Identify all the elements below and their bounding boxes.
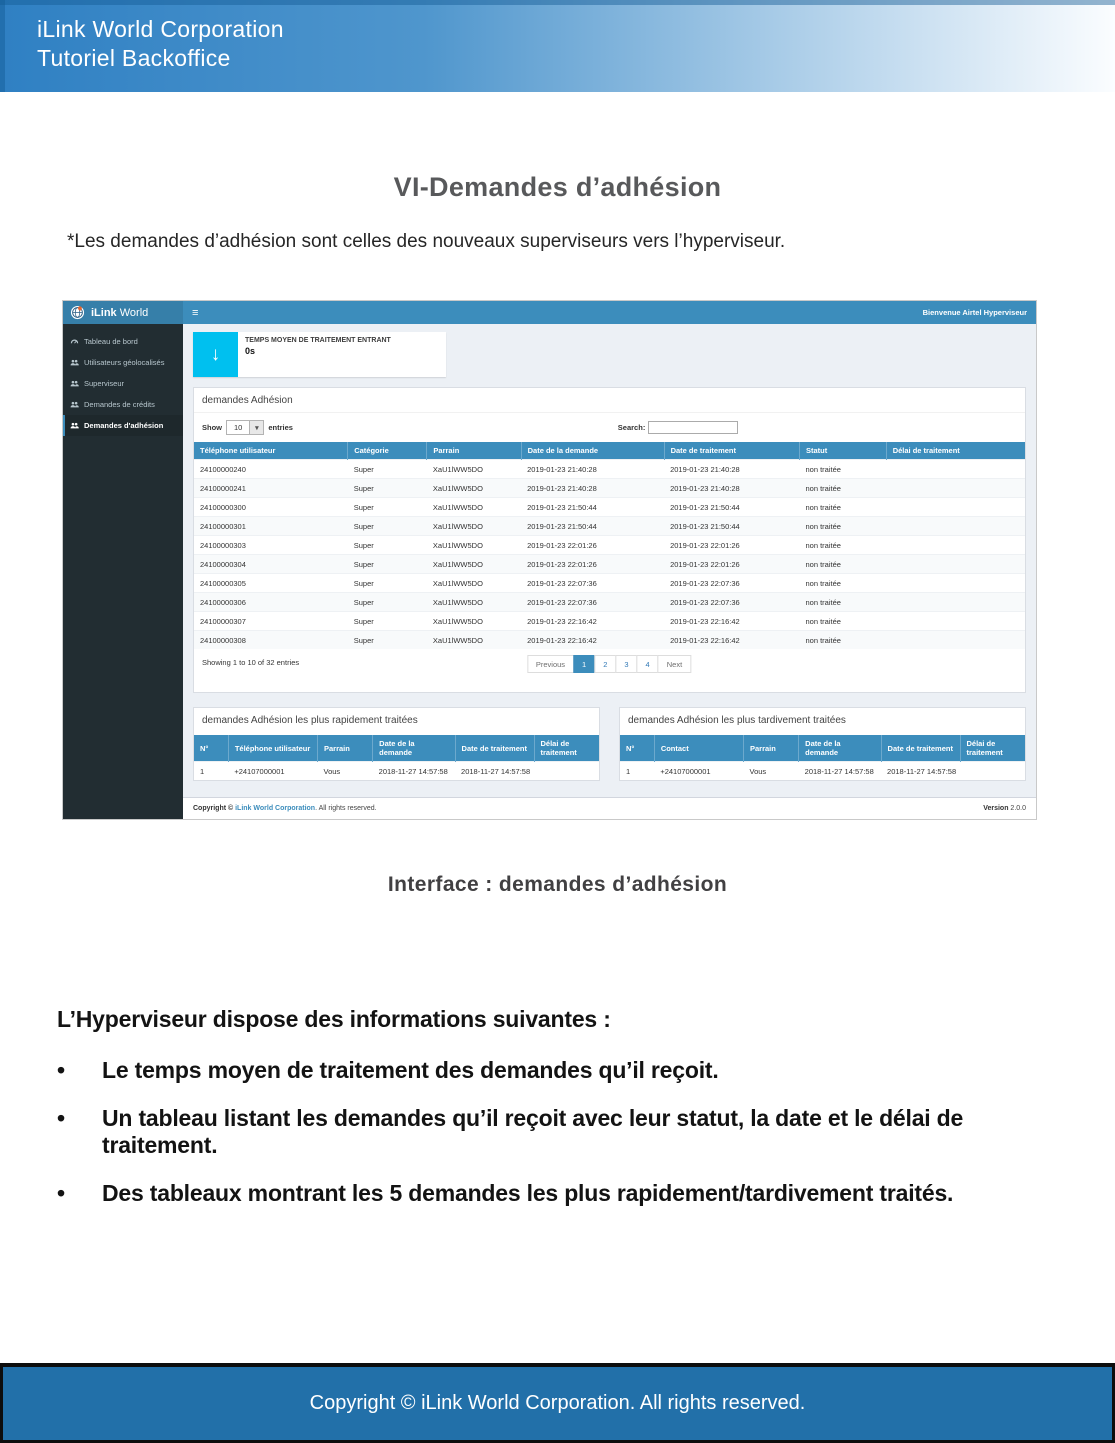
bullet-marker: • <box>57 1105 65 1131</box>
table-cell <box>886 574 1025 593</box>
table-cell: Super <box>348 593 427 612</box>
table-cell: 2019-01-23 21:40:28 <box>521 460 664 479</box>
document-header-band <box>0 0 1115 92</box>
dashboard-icon <box>70 337 79 346</box>
show-entries-control <box>202 420 293 435</box>
avg-processing-time-widget <box>193 332 446 377</box>
page-button-1[interactable]: 1 <box>573 655 595 673</box>
app-content <box>183 324 1036 819</box>
entries-label: entries <box>268 423 293 432</box>
table-head <box>620 735 1025 762</box>
table-cell: Vous <box>318 762 373 781</box>
welcome-user-text: Bienvenue Airtel Hyperviseur <box>922 308 1027 317</box>
app-body <box>63 324 1036 819</box>
search-control <box>618 421 739 434</box>
app-topbar <box>63 301 1036 324</box>
table-row <box>194 762 599 781</box>
table-cell <box>886 460 1025 479</box>
column-header-categorie[interactable]: Catégorie <box>348 442 427 460</box>
table-cell: XaU1lWW5DO <box>427 498 521 517</box>
table-cell: non traitée <box>800 555 887 574</box>
table-cell: 2018-11-27 14:57:58 <box>881 762 960 781</box>
table-cell: non traitée <box>800 593 887 612</box>
table-cell: 2019-01-23 21:50:44 <box>521 498 664 517</box>
show-label: Show <box>202 423 222 432</box>
table-head <box>194 442 1025 460</box>
table-body <box>194 762 599 781</box>
showing-entries-text: Showing 1 to 10 of 32 entries <box>202 658 300 667</box>
table-cell: non traitée <box>800 631 887 650</box>
header-row <box>620 735 1025 762</box>
sidebar-item-label: Tableau de bord <box>84 337 138 346</box>
users-icon <box>70 358 79 367</box>
table-cell: 2019-01-23 21:40:28 <box>521 479 664 498</box>
table-cell: 1 <box>194 762 228 781</box>
table-cell: 24100000301 <box>194 517 348 536</box>
column-header-parrain[interactable]: Parrain <box>427 442 521 460</box>
info-block <box>57 1006 1075 1228</box>
globe-pin-icon <box>70 305 85 320</box>
table-cell: non traitée <box>800 517 887 536</box>
table-cell <box>960 762 1025 781</box>
fastest-table <box>194 735 599 780</box>
table-row <box>194 460 1025 479</box>
demandes-table <box>194 442 1025 649</box>
table-cell: Super <box>348 498 427 517</box>
table-cell: XaU1lWW5DO <box>427 479 521 498</box>
table-cell: 2019-01-23 22:01:26 <box>664 555 799 574</box>
table-footer <box>194 649 1025 692</box>
table-cell <box>886 498 1025 517</box>
table-cell: 24100000241 <box>194 479 348 498</box>
table-cell: XaU1lWW5DO <box>427 574 521 593</box>
bullet-text: Un tableau listant les demandes qu’il reçoit avec leur statut, la date et le délai de traitement. <box>102 1105 964 1158</box>
chevron-down-icon: ▾ <box>249 421 263 434</box>
table-cell: non traitée <box>800 536 887 555</box>
column-header-parrain[interactable]: Parrain <box>318 735 373 762</box>
column-header-contact[interactable]: Contact <box>654 735 743 762</box>
next-page-button[interactable]: Next <box>658 655 691 673</box>
table-body <box>194 460 1025 650</box>
table-cell: 2019-01-23 22:01:26 <box>521 536 664 555</box>
table-cell: Super <box>348 574 427 593</box>
table-cell: 2018-11-27 14:57:58 <box>373 762 455 781</box>
table-cell: 2019-01-23 22:16:42 <box>521 612 664 631</box>
column-header-date-demande[interactable]: Date de la demande <box>521 442 664 460</box>
column-header-telephone[interactable]: Téléphone utilisateur <box>194 442 348 460</box>
previous-page-button[interactable]: Previous <box>527 655 574 673</box>
column-header-delai[interactable]: Délai de traitement <box>960 735 1025 762</box>
table-cell <box>886 631 1025 650</box>
table-cell: 24100000307 <box>194 612 348 631</box>
table-row <box>194 479 1025 498</box>
table-cell: XaU1lWW5DO <box>427 536 521 555</box>
search-label: Search: <box>617 423 646 432</box>
table-cell: 2019-01-23 22:01:26 <box>521 555 664 574</box>
table-row <box>194 536 1025 555</box>
panel-title: demandes Adhésion les plus rapidement traitées <box>202 715 418 726</box>
table-head <box>194 735 599 762</box>
version-number: 2.0.0 <box>1008 805 1026 812</box>
column-header-num[interactable]: N° <box>620 735 654 762</box>
table-cell: Super <box>348 631 427 650</box>
fastest-processed-panel <box>193 707 600 781</box>
footer-copyright-text: Copyright © iLink World Corporation. All rights reserved. <box>309 1392 806 1414</box>
table-row <box>194 631 1025 650</box>
table-cell <box>886 612 1025 631</box>
page-button-4[interactable]: 4 <box>637 655 659 673</box>
bottom-panels <box>193 707 1026 781</box>
table-cell: 2019-01-23 21:40:28 <box>664 460 799 479</box>
table-cell: XaU1lWW5DO <box>427 460 521 479</box>
sidebar-item-tableau-de-bord[interactable] <box>63 331 183 352</box>
table-row <box>194 498 1025 517</box>
table-cell: 2019-01-23 21:50:44 <box>664 498 799 517</box>
table-cell <box>534 762 599 781</box>
table-cell: Super <box>348 536 427 555</box>
page-button-2[interactable]: 2 <box>594 655 616 673</box>
table-cell: 2019-01-23 21:50:44 <box>664 517 799 536</box>
brand-regular: World <box>116 306 149 319</box>
table-row <box>194 555 1025 574</box>
table-cell: non traitée <box>800 498 887 517</box>
table-cell: 24100000306 <box>194 593 348 612</box>
bullet-text: Le temps moyen de traitement des demandes qu’il reçoit. <box>102 1057 719 1083</box>
screenshot-caption: Interface : demandes d’adhésion <box>387 873 728 896</box>
down-arrow-icon: ↓ <box>193 332 238 377</box>
slowest-table <box>620 735 1025 780</box>
column-header-date-demande[interactable]: Date de la demande <box>799 735 881 762</box>
sidebar-item-label: Utilisateurs géolocalisés <box>84 358 165 367</box>
table-cell: 24100000305 <box>194 574 348 593</box>
column-header-delai[interactable]: Délai de traitement <box>534 735 599 762</box>
sidebar-item-label: Demandes de crédits <box>84 400 155 409</box>
table-cell: XaU1lWW5DO <box>427 631 521 650</box>
backoffice-screenshot <box>62 300 1037 820</box>
column-header-date-demande[interactable]: Date de la demande <box>373 735 455 762</box>
table-cell: 2019-01-23 22:07:36 <box>521 574 664 593</box>
table-row <box>194 574 1025 593</box>
table-cell <box>886 517 1025 536</box>
table-cell: XaU1lWW5DO <box>427 517 521 536</box>
table-cell: non traitée <box>800 574 887 593</box>
column-header-date-traitement[interactable]: Date de traitement <box>664 442 799 460</box>
document-footer-band <box>0 1363 1115 1443</box>
table-controls <box>194 413 1025 442</box>
column-header-telephone[interactable]: Téléphone utilisateur <box>228 735 317 762</box>
column-header-date-traitement[interactable]: Date de traitement <box>455 735 534 762</box>
app-copyright <box>193 805 377 812</box>
widget-text <box>238 332 398 377</box>
table-cell: XaU1lWW5DO <box>427 555 521 574</box>
table-cell: XaU1lWW5DO <box>427 612 521 631</box>
app-version <box>983 805 1026 812</box>
demandes-adhesion-panel <box>193 387 1026 693</box>
table-cell <box>886 555 1025 574</box>
table-cell: 2018-11-27 14:57:58 <box>455 762 534 781</box>
table-cell: 2018-11-27 14:57:58 <box>799 762 881 781</box>
table-row <box>194 593 1025 612</box>
header-line-1: iLink World Corporation <box>37 16 284 42</box>
sidebar-item-demandes-de-credits[interactable] <box>63 394 183 415</box>
page-title: VI-Demandes d’adhésion <box>393 172 722 202</box>
table-cell: Super <box>348 479 427 498</box>
table-cell: 24100000304 <box>194 555 348 574</box>
list-item <box>57 1105 1075 1159</box>
bullet-marker: • <box>57 1057 65 1083</box>
table-cell: 24100000303 <box>194 536 348 555</box>
table-cell <box>886 479 1025 498</box>
app-logo[interactable] <box>63 301 183 324</box>
sidebar-item-utilisateurs-geolocalises[interactable] <box>63 352 183 373</box>
page-size-select[interactable] <box>226 420 264 435</box>
brand-text <box>91 307 148 319</box>
table-cell: Super <box>348 517 427 536</box>
copyright-prefix: Copyright © <box>193 805 236 812</box>
table-cell: Super <box>348 460 427 479</box>
copyright-suffix: . All rights reserved. <box>315 805 377 812</box>
table-cell: 2019-01-23 21:40:28 <box>664 479 799 498</box>
column-header-parrain[interactable]: Parrain <box>744 735 799 762</box>
menu-toggle-icon[interactable]: ≡ <box>192 306 199 319</box>
app-sidebar <box>63 324 183 819</box>
list-item <box>57 1180 1075 1207</box>
header-row <box>194 735 599 762</box>
table-cell: +24107000001 <box>228 762 317 781</box>
panel-title: demandes Adhésion les plus tardivement traitées <box>628 715 846 726</box>
table-cell: Super <box>348 612 427 631</box>
table-cell: 24100000300 <box>194 498 348 517</box>
sidebar-item-demandes-adhesion[interactable] <box>63 415 183 436</box>
table-cell: 2019-01-23 21:50:44 <box>521 517 664 536</box>
users-icon <box>70 379 79 388</box>
slowest-processed-panel <box>619 707 1026 781</box>
table-cell: 2019-01-23 22:01:26 <box>664 536 799 555</box>
header-row <box>194 442 1025 460</box>
widget-value: 0s <box>245 346 256 356</box>
table-cell <box>886 536 1025 555</box>
table-row <box>194 517 1025 536</box>
bullet-marker: • <box>57 1180 65 1206</box>
table-cell: non traitée <box>800 460 887 479</box>
table-cell: non traitée <box>800 612 887 631</box>
bullet-text: Des tableaux montrant les 5 demandes les plus rapidement/tardivement traités. <box>102 1180 954 1206</box>
app-footer <box>183 797 1036 819</box>
table-cell: 24100000308 <box>194 631 348 650</box>
sidebar-item-label: Demandes d'adhésion <box>84 421 164 430</box>
column-header-delai[interactable]: Délai de traitement <box>886 442 1025 460</box>
header-line-2: Tutoriel Backoffice <box>37 45 231 71</box>
table-cell: 1 <box>620 762 654 781</box>
column-header-statut[interactable]: Statut <box>800 442 887 460</box>
table-cell: 2019-01-23 22:16:42 <box>521 631 664 650</box>
table-cell: XaU1lWW5DO <box>427 593 521 612</box>
table-cell: Vous <box>744 762 799 781</box>
table-row <box>620 762 1025 781</box>
column-header-date-traitement[interactable]: Date de traitement <box>881 735 960 762</box>
table-cell: 2019-01-23 22:07:36 <box>664 574 799 593</box>
sidebar-item-superviseur[interactable] <box>63 373 183 394</box>
intro-text: *Les demandes d’adhésion sont celles des nouveaux superviseurs vers l’hyperviseur. <box>67 231 786 252</box>
list-item <box>57 1057 1075 1084</box>
table-cell: Super <box>348 555 427 574</box>
app-navbar <box>183 301 1036 324</box>
brand-bold: iLink <box>91 306 117 319</box>
column-header-num[interactable]: N° <box>194 735 228 762</box>
info-heading: L’Hyperviseur dispose des informations suivantes : <box>57 1006 611 1032</box>
pagination <box>528 655 691 673</box>
users-icon <box>70 400 79 409</box>
table-cell: 2019-01-23 22:07:36 <box>521 593 664 612</box>
table-body <box>620 762 1025 781</box>
table-row <box>194 612 1025 631</box>
table-cell: +24107000001 <box>654 762 743 781</box>
table-cell: 2019-01-23 22:07:36 <box>664 593 799 612</box>
search-input[interactable] <box>648 421 738 434</box>
sidebar-item-label: Superviseur <box>84 379 125 388</box>
version-label: Version <box>983 805 1009 812</box>
table-cell: 2019-01-23 22:16:42 <box>664 631 799 650</box>
content-spacer <box>193 781 1026 797</box>
table-cell: 24100000240 <box>194 460 348 479</box>
table-cell <box>886 593 1025 612</box>
table-cell: non traitée <box>800 479 887 498</box>
widget-label: TEMPS MOYEN DE TRAITEMENT ENTRANT <box>245 337 391 344</box>
company-link[interactable]: iLink World Corporation <box>235 805 316 812</box>
page-button-3[interactable]: 3 <box>615 655 637 673</box>
page-size-value: 10 <box>234 423 243 432</box>
panel-title: demandes Adhésion <box>194 388 1025 413</box>
table-cell: 2019-01-23 22:16:42 <box>664 612 799 631</box>
users-icon <box>70 421 79 430</box>
